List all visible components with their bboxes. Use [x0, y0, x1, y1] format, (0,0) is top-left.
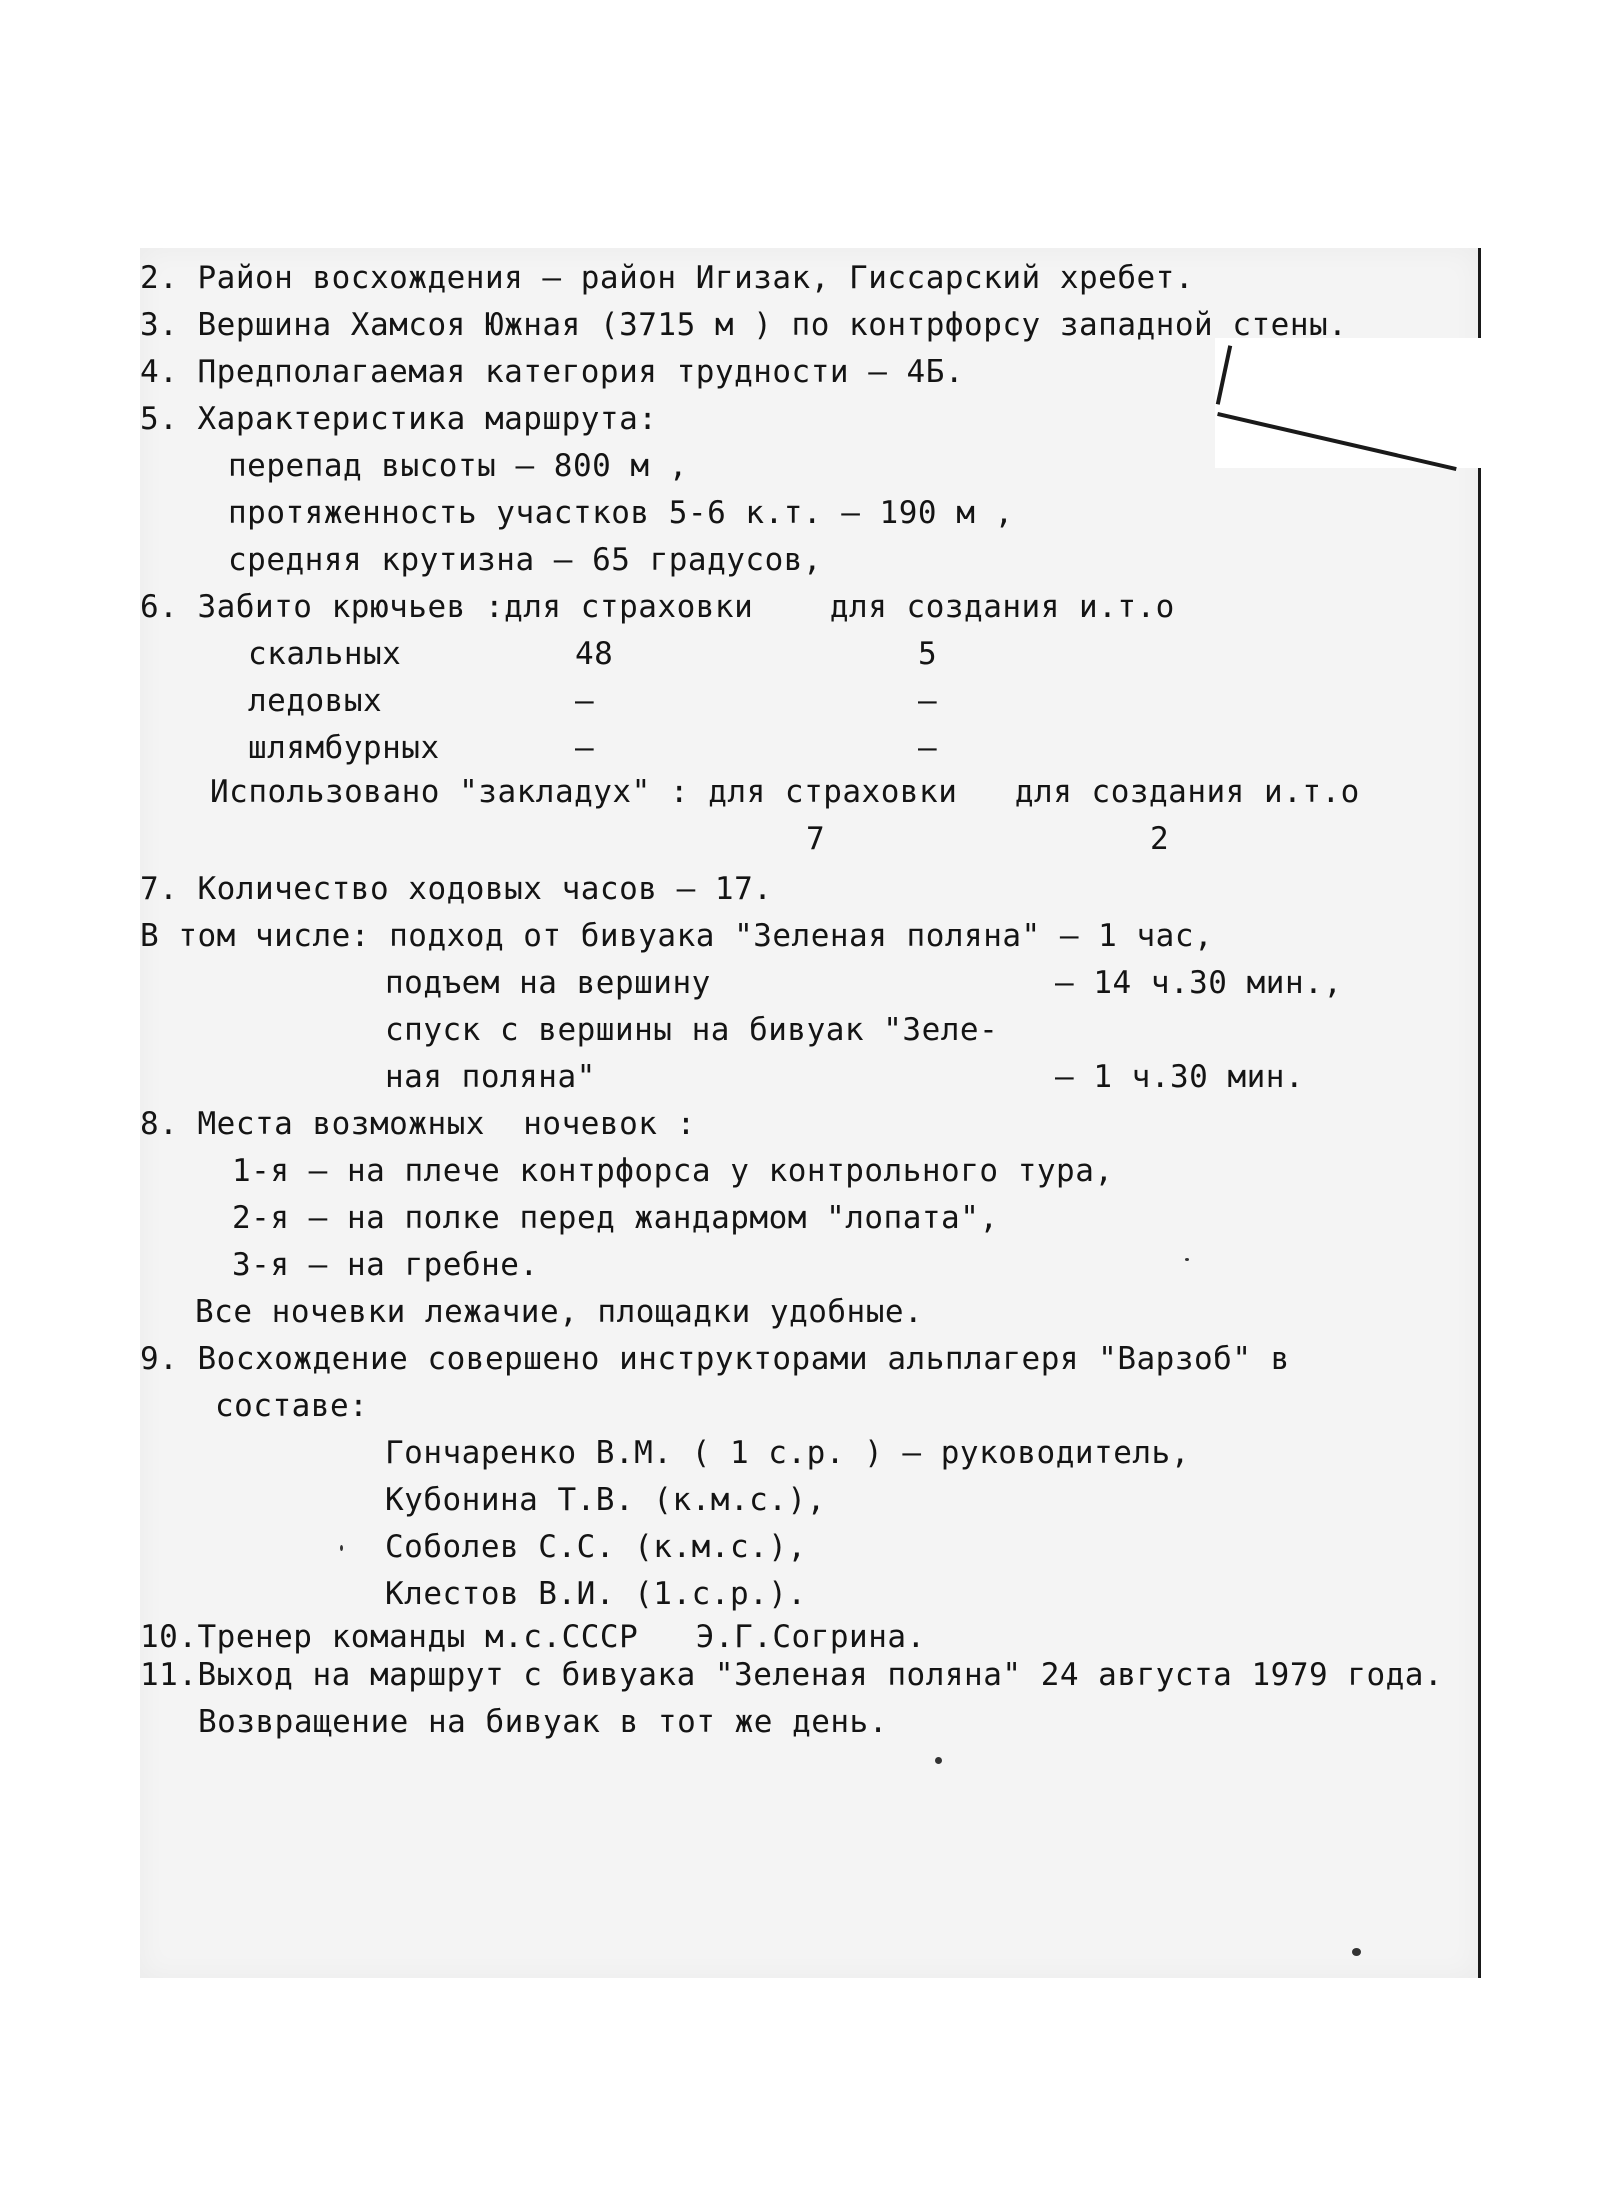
bivouac-2: 2-я – на полке перед жандармом "лопата",	[232, 1200, 999, 1236]
return-note: Возвращение на бивуак в тот же день.	[198, 1704, 888, 1740]
item-5-steepness: средняя крутизна – 65 градусов,	[228, 542, 823, 578]
nuts-heading: Использовано "закладух" : для страховки для создания и.т.о	[210, 774, 1360, 810]
item-5-length: протяженность участков 5-6 к.т. – 190 м ,	[228, 495, 1014, 531]
item-4-category: 4. Предполагаемая категория трудности – 4Б.	[140, 354, 965, 390]
item-10-coach: 10.Тренер команды м.с.СССР Э.Г.Согрина.	[140, 1619, 926, 1655]
item-5-heading: 5. Характеристика маршрута:	[140, 401, 658, 437]
item-5-elevation: перепад высоты – 800 м ,	[228, 448, 688, 484]
ink-speck	[340, 1545, 343, 1551]
team-composition: составе:	[215, 1388, 369, 1424]
pitons-ice-belay: –	[575, 683, 595, 719]
hours-ascent-value: – 14 ч.30 мин.,	[1055, 965, 1343, 1001]
hours-descent-label-cont: ная поляна"	[385, 1059, 596, 1095]
pitons-rock-label: скальных	[248, 636, 402, 672]
hours-descent-label: спуск с вершины на бивуак "Зеле-	[385, 1012, 999, 1048]
pitons-ice-label: ледовых	[248, 683, 383, 719]
torn-corner	[1215, 338, 1485, 468]
pitons-bolt-belay: –	[575, 730, 595, 766]
member-kubonina: Кубонина Т.В. (к.м.с.),	[385, 1482, 826, 1518]
pitons-rock-belay: 48	[575, 636, 614, 672]
hours-descent-value: – 1 ч.30 мин.	[1055, 1059, 1305, 1095]
bivouac-1: 1-я – на плече контрфорса у контрольного тура,	[232, 1153, 1114, 1189]
item-8-bivouacs: 8. Места возможных ночевок :	[140, 1106, 696, 1142]
pitons-bolt-artificial: –	[918, 730, 938, 766]
bivouac-note: Все ночевки лежачие, площадки удобные.	[195, 1294, 924, 1330]
item-7-hours: 7. Количество ходовых часов – 17.	[140, 871, 773, 907]
nuts-belay-count: 7	[806, 821, 826, 857]
pitons-bolt-label: шлямбурных	[248, 730, 440, 766]
ink-speck	[1352, 1948, 1361, 1956]
hours-approach: В том числе: подход от бивуака "Зеленая поляна" – 1 час,	[140, 918, 1214, 954]
item-2-region: 2. Район восхождения – район Игизак, Гиссарский хребет.	[140, 260, 1194, 296]
ink-speck	[935, 1757, 942, 1764]
hours-ascent-label: подъем на вершину	[385, 965, 711, 1001]
pitons-ice-artificial: –	[918, 683, 938, 719]
ink-speck	[1185, 1258, 1189, 1261]
item-9-team: 9. Восхождение совершено инструкторами альплагеря "Варзоб" в	[140, 1341, 1290, 1377]
item-11-departure: 11.Выход на маршрут с бивуака "Зеленая поляна" 24 августа 1979 года.	[140, 1657, 1444, 1693]
member-klestov: Клестов В.И. (1.с.р.).	[385, 1576, 807, 1612]
item-6-heading: 6. Забито крючьев :для страховки для создания и.т.о	[140, 589, 1175, 625]
member-sobolev: Соболев С.С. (к.м.с.),	[385, 1529, 807, 1565]
bivouac-3: 3-я – на гребне.	[232, 1247, 539, 1283]
member-leader: Гончаренко В.М. ( 1 с.р. ) – руководитель,	[385, 1435, 1190, 1471]
item-3-peak: 3. Вершина Хамсоя Южная (3715 м ) по контрфорсу западной стены.	[140, 307, 1348, 343]
pitons-rock-artificial: 5	[918, 636, 938, 672]
nuts-artificial-count: 2	[1150, 821, 1170, 857]
